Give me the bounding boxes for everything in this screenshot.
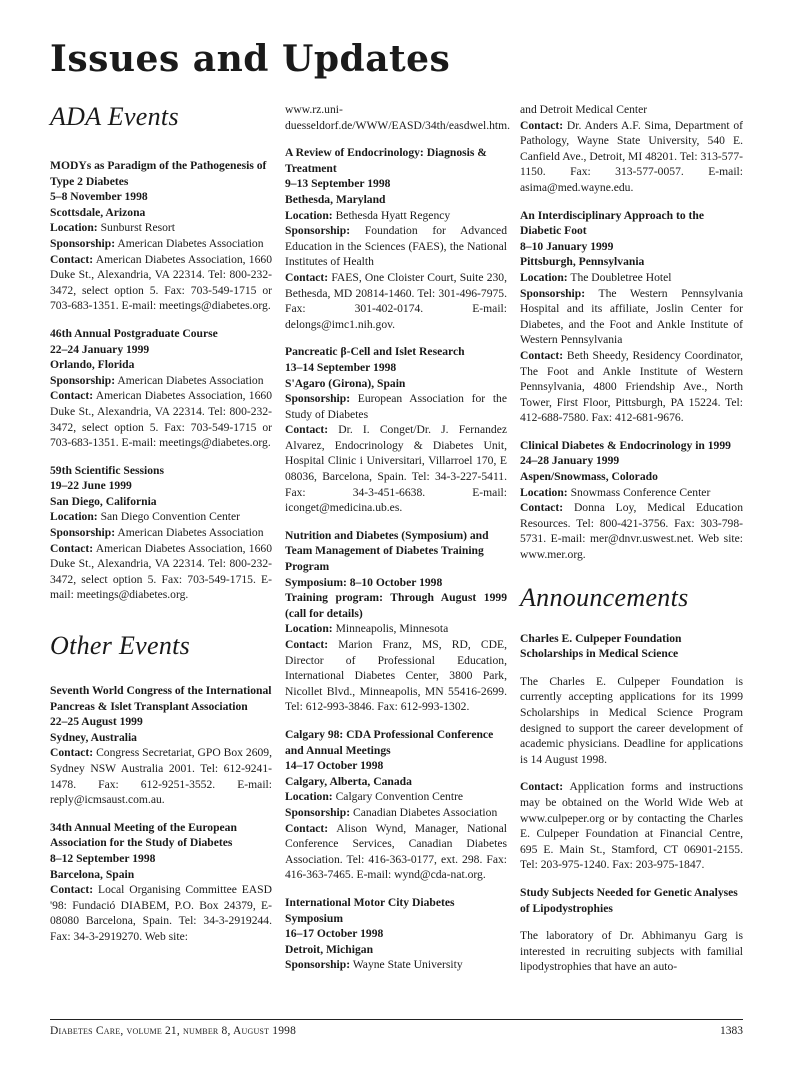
section-heading-ada-events: ADA Events [50,102,179,131]
sponsorship-text: American Diabetes Association [117,526,264,540]
announcement-title: Charles E. Culpeper Foundation Scholarships in Medical Science [520,631,682,661]
column-2 [285,102,511,985]
event-location [520,270,743,286]
sponsorship-text: American Diabetes Association [117,236,264,250]
event-place: Bethesda, Maryland [285,192,386,206]
event-title: 46th Annual Postgraduate Course [50,326,218,340]
event-extra: Training program: Through August 1999 (call for details) [285,591,507,620]
event-item [285,344,507,516]
contact-text: American Diabetes Association, 1660 Duke St., Alexandria, VA 22314. Tel: 800-232-3472, select option 5. Fax: 703-549-1715. E-mail: meetings@diabetes.org. [50,541,272,602]
sponsorship-text: Foundation for Advanced Education in the Sciences (FAES), the National Institutes of Health [285,224,507,269]
event-title: Seventh World Congress of the International Pancreas & Islet Transplant Association [50,684,272,713]
event-contact [285,637,507,715]
location-text: Minneapolis, Minnesota [335,622,449,636]
event-place: Calgary, Alberta, Canada [285,774,412,788]
sponsorship-text: American Diabetes Association [117,373,264,387]
announcement-paragraph: The Charles E. Culpeper Foundation is currently accepting applications for its 1999 Scholarships in Medical Science Program designed to support the career development of academic physicians. Deadline for applications is 14 August 1998. [520,674,743,766]
contact-text: Dr. Anders A.F. Sima, Department of Pathology, Wayne State University, 540 E. Canfield Ave., Detroit, MI 48201. Tel: 313-577-1150. Fax: 313-577-0057. E-mail: asima@med.wayne.edu. [520,118,743,194]
event-dates: 22–24 January 1999 [50,342,150,356]
event-item [50,326,272,451]
event-dates: 19–22 June 1999 [50,479,132,493]
event-contact [50,252,272,314]
location-label: Location: [50,510,98,524]
contact-label: Contact: [50,541,94,555]
sponsorship-text: Wayne State University [352,958,463,972]
event-sponsorship [520,286,743,348]
contact-label: Contact: [520,501,564,515]
contact-label: Contact: [50,883,94,897]
section-heading-announcements: Announcements [520,582,689,612]
event-contact [50,745,272,807]
event-dates: 9–13 September 1998 [285,177,391,191]
location-label: Location: [285,208,333,222]
event-item [50,158,272,314]
event-title: MODYs as Paradigm of the Pathogenesis of Type 2 Diabetes [50,159,267,188]
contact-text: Beth Sheedy, Residency Coordinator, The Foot and Ankle Institute of Western Pennsylvania, 4800 Friendship Ave., North Tower, First Floor, Pittsburgh, PA 15224. Tel: 412-688-7580. Fax: 412-681-9676. [520,348,743,425]
event-sponsorship [50,373,272,389]
event-item [520,208,743,426]
event-place: San Diego, California [50,494,157,508]
event-place: Barcelona, Spain [50,867,135,881]
event-title: Calgary 98: CDA Professional Conference and Annual Meetings [285,727,494,757]
event-contact [285,821,507,883]
sponsorship-label: Sponsorship: [520,286,586,300]
location-text: Bethesda Hyatt Regency [335,208,451,222]
contact-text: American Diabetes Association, 1660 Duke St., Alexandria, VA 22314. Tel: 800-232-3472, select option 5. Fax: 703-549-1715 or 703-683-1351. E-mail: meetings@diabetes.org. [50,252,272,313]
event-location [285,789,507,805]
journal-citation: Diabetes Care, volume 21, number 8, August 1998 [50,1025,297,1037]
event-place: Scottsdale, Arizona [50,205,146,219]
event-dates: 16–17 October 1998 [285,927,384,941]
page-footer [50,1024,743,1038]
other-events-list-col1 [50,683,272,945]
section-heading-other-events: Other Events [50,631,191,661]
event-contact [285,422,507,516]
event-contact [285,270,507,332]
event-dates: 5–8 November 1998 [50,190,148,204]
event-sponsorship [285,805,507,821]
contact-text: Dr. I. Conget/Dr. J. Fernandez Alvarez, Endocrinology & Diabetes Unit, Hospital Clinic i Universitari, Villarroel 170, E 08036, Barcelona, Spain. Tel: 34-3-227-5411. Fax: 34-3-451-6638. E-mail: iconget@medicina.ub.es. [285,423,507,515]
sponsorship-text: The Western Pennsylvania Hospital and its affiliate, Joslin Center for Diabetes, and the Foot and Ankle Institute of Western Pennsylvania [520,286,743,347]
sponsorship-label: Sponsorship: [50,526,116,540]
contact-label: Contact: [520,348,564,362]
event-title: International Motor City Diabetes Symposium [285,895,455,925]
event-sponsorship [285,957,507,973]
event-title: Clinical Diabetes & Endocrinology in 1999 [520,438,731,452]
contact-label: Contact: [50,746,94,760]
event-title: 59th Scientific Sessions [50,463,165,477]
announcement-title: Study Subjects Needed for Genetic Analyses of Lipodystrophies [520,885,738,915]
ada-events-list [50,158,272,603]
event-item [285,528,507,715]
event-contact [520,500,743,562]
event-location [285,208,507,224]
event-dates: Symposium: 8–10 October 1998 [285,575,443,589]
contact-label: Contact: [285,638,329,651]
contact-text: Congress Secretariat, GPO Box 2609, Sydney NSW Australia 2001. Tel: 612-9241-1478. Fax: 612-9251-3552. E-mail: reply@icmsaust.com.au. [50,746,272,807]
contact-text: Local Organising Committee EASD '98: Fundació DIABEM, P.O. Box 24379, E-08080 Barcelona, Spain. Tel: 34-3-2919244. Fax: 34-3-2919270. Web site: [50,883,272,943]
event-dates: 22–25 August 1999 [50,715,143,729]
event-contact [50,388,272,450]
event-contact [50,541,272,603]
location-label: Location: [520,270,568,284]
other-events-list-col3 [520,208,743,563]
event-dates: 14–17 October 1998 [285,759,384,773]
event-place: Aspen/Snowmass, Colorado [520,470,658,484]
event-contact [520,348,743,426]
event-dates: 13–14 September 1998 [285,360,397,374]
event-item [520,438,743,563]
event-item [285,895,507,973]
column-3 [520,102,743,987]
announcement-culpeper [520,631,743,873]
contact-text: American Diabetes Association, 1660 Duke St., Alexandria, VA 22314. Tel: 800-232-3472, select option 5. Fax: 703-549-1715 or 703-683-1351. E-mail: meetings@diabetes.org. [50,389,272,450]
event-place: Pittsburgh, Pennsylvania [520,255,645,269]
contact-label: Contact: [520,118,564,132]
location-label: Location: [285,790,333,804]
sponsorship-text: European Association for the Study of Diabetes [285,392,507,421]
column-1 [50,102,272,957]
event-place: Orlando, Florida [50,358,135,372]
sponsorship-label: Sponsorship: [50,236,116,250]
announcement-paragraph: The laboratory of Dr. Abhimanyu Garg is interested in recruiting subjects with familial lipodystrophies that have an auto- [520,929,743,974]
event-place: Sydney, Australia [50,730,137,744]
contact-text: FAES, One Cloister Court, Suite 230, Bethesda, MD 20814-1460. Tel: 301-496-7975. Fax: 301-402-0174. E-mail: delongs@imc1.nih.gov. [285,270,507,331]
continued-text: www.rz.uni-duesseldorf.de/WWW/EASD/34th/easdwel.htm. [285,103,511,132]
event-title: Pancreatic β-Cell and Islet Research [285,345,465,359]
sponsorship-label: Sponsorship: [285,392,351,406]
event-item [50,463,272,603]
location-text: Snowmass Conference Center [570,485,711,499]
contact-label: Contact: [50,389,94,403]
event-dates: 24–28 January 1999 [520,454,620,468]
contact-label: Contact: [285,423,329,437]
event-item [50,683,272,808]
sponsorship-text: Canadian Diabetes Association [353,805,498,819]
location-label: Location: [285,622,333,636]
contact-label: Contact: [285,821,329,835]
contact-text: Marion Franz, MS, RD, CDE, Director of Professional Education, International Diabetes Center, 3800 Park, Nicollet Blvd., Minneapolis, MN 55416-2699. Tel: 612-993-3846. Fax: 612-993-1302. [285,638,507,714]
event-location [520,485,743,501]
page-title: Issues and Updates [50,38,451,80]
event-location [50,509,272,525]
continued-event [520,102,743,196]
event-place: Detroit, Michigan [285,942,374,956]
footer-rule [50,1019,743,1020]
event-item [285,145,507,332]
event-dates: 8–12 September 1998 [50,851,156,865]
continued-web-site [285,102,511,133]
other-events-list-col2 [285,145,507,973]
location-text: The Doubletree Hotel [570,270,672,284]
event-place: S'Agaro (Girona), Spain [285,376,406,390]
continued-text: and Detroit Medical Center [520,103,648,116]
event-title: A Review of Endocrinology: Diagnosis & Treatment [285,146,487,175]
sponsorship-label: Sponsorship: [50,373,116,387]
event-sponsorship [285,391,507,422]
event-dates: 8–10 January 1999 [520,239,614,253]
event-title: An Interdisciplinary Approach to the Diabetic Foot [520,208,705,238]
event-location [50,220,272,236]
sponsorship-label: Sponsorship: [285,805,351,819]
announcement-lipodystrophies [520,885,743,975]
event-item [50,820,272,945]
event-sponsorship [285,223,507,270]
sponsorship-label: Sponsorship: [285,958,351,972]
contact-label: Contact: [520,780,564,794]
sponsorship-label: Sponsorship: [285,224,351,238]
announcement-paragraph: Application forms and instructions may be obtained on the World Wide Web at www.culpeper.org or by contacting the Charles E. Culpeper Foundation at Financial Centre, 695 E. Main St., Stamford, CT 06901-2155. Tel: 203-975-1240. Fax: 203-975-1847. [520,780,743,872]
location-label: Location: [520,485,568,499]
page-number: 1383 [720,1025,743,1037]
event-sponsorship [50,525,272,541]
location-text: Calgary Convention Centre [335,790,464,804]
event-item [285,727,507,883]
location-text: Sunburst Resort [100,221,175,235]
contact-text: Donna Loy, Medical Education Resources. Tel: 800-421-3756. Fax: 303-798-5731. E-mail: mer@dnvr.uswest.net. Web site: www.mer.org. [520,501,743,562]
event-sponsorship [50,236,272,252]
event-location [285,621,507,637]
event-title: 34th Annual Meeting of the European Association for the Study of Diabetes [50,820,237,850]
location-text: San Diego Convention Center [100,510,241,524]
contact-text: Alison Wynd, Manager, National Conference Services, Canadian Diabetes Association. Tel: 416-363-0177, ext. 298. Fax: 416-363-7465. E-mail: wynd@cda-nat.org. [285,821,507,882]
contact-label: Contact: [285,270,329,284]
event-contact [50,882,272,944]
location-label: Location: [50,221,98,235]
event-title: Nutrition and Diabetes (Symposium) and Team Management of Diabetes Training Program [285,528,489,574]
contact-label: Contact: [50,252,94,266]
